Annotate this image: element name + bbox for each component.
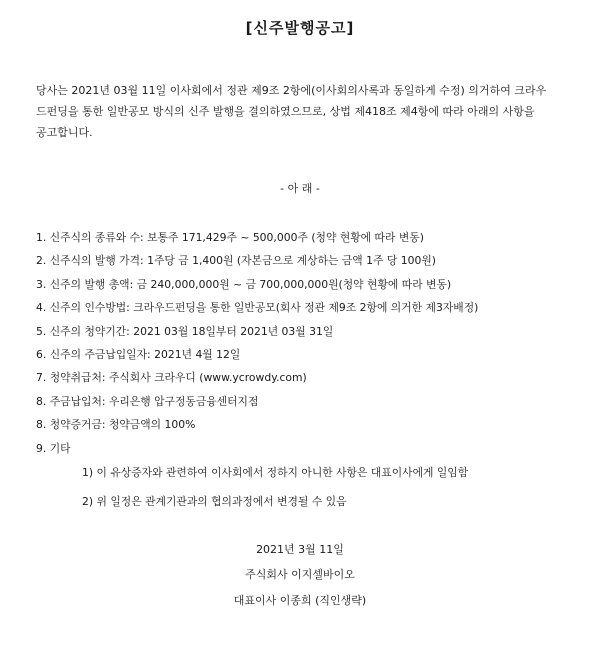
list-item: 2. 신주식의 발행 가격: 1주당 금 1,400원 (자본금으로 계상하는 금액 1주 당 100원) [36,254,436,268]
sub-item: 2) 위 일정은 관계기관과의 협의과정에서 변경될 수 있음 [82,495,347,508]
list-item: 8. 주금납입처: 우리은행 압구정동금융센터지점 [36,394,259,408]
sub-item: 1) 이 유상증자와 관련하여 이사회에서 정하지 아니한 사항은 대표이사에게 일임함 [82,466,469,479]
intro-paragraph [36,80,576,143]
list-item: 8. 청약증거금: 청약금액의 100% [36,418,196,432]
list-item: 4. 신주의 인수방법: 크라우드펀딩을 통한 일반공모(회사 정관 제9조 2항에 의거한 제3자배정) [36,301,479,315]
notice-items-list [36,231,576,465]
list-item: 6. 신주의 주금납입일자: 2021년 4월 12일 [36,347,241,361]
list-item: 1. 신주식의 종류와 수: 보통주 171,429주 ~ 500,000주 (청약 현황에 따라 변동) [36,231,424,244]
notice-date: 2021년 3월 11일 [256,543,344,556]
section-separator: - 아 래 - [280,182,320,195]
list-item: 3. 신주의 발행 총액: 금 240,000,000원 ~ 금 700,000,000원(청약 현황에 따라 변동) [36,277,452,291]
intro-line: 드펀딩을 통한 일반공모 방식의 신주 발행을 결의하였으므로, 상법 제418조 제4항에 따라 아래의 사항을 [36,105,535,118]
company-name: 주식회사 이지셀바이오 [245,568,355,581]
intro-line: 공고합니다. [36,126,93,139]
notice-title: [신주발행공고] [245,19,355,37]
ceo-signature: 대표이사 이종희 (직인생략) [233,594,367,607]
intro-line: 당사는 2021년 03월 11일 이사회에서 정관 제9조 2항에(이사회의사록과 동일하게 수정) 의거하여 크라우 [36,84,547,97]
list-item: 9. 기타 [36,441,71,455]
list-item: 7. 청약취급처: 주식회사 크라우디 (www.ycrowdy.com) [36,371,307,385]
list-item: 5. 신주의 청약기간: 2021 03월 18일부터 2021년 03월 31일 [36,324,334,338]
